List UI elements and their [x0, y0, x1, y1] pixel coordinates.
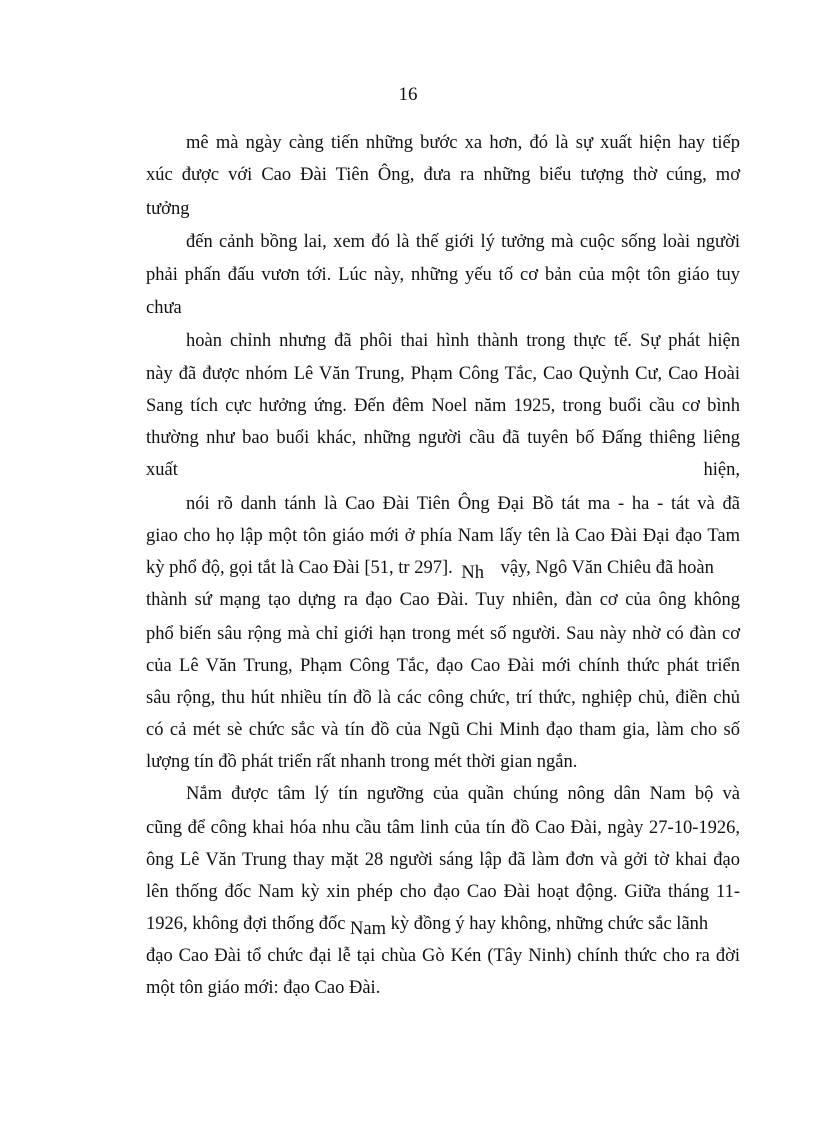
text-line: thường như bao buổi khác, những người cầu đã tuyên bố Đấng thiêng liêng [146, 428, 740, 448]
text-fragment: Nam [350, 919, 386, 939]
text-line [146, 458, 740, 482]
text-line: một tôn giáo mới: đạo Cao Đài. [146, 978, 381, 998]
text-line: xúc được với Cao Đài Tiên Ông, đưa ra những biểu tượng thờ cúng, mơ [146, 165, 740, 185]
text-line: sâu rộng, thu hút nhiều tín đồ là các công chức, trí thức, nghiệp chủ, điền chủ [146, 688, 740, 708]
text-line: phổ biến sâu rộng mà chỉ giới hạn trong mét số người. Sau này nhờ có đàn cơ [146, 624, 740, 644]
text-line: ông Lê Văn Trung thay mặt 28 người sáng lập đã làm đơn và gởi tờ khai đạo [146, 850, 740, 870]
page-number: 16 [398, 84, 418, 105]
word: hiện, [703, 460, 740, 480]
text-line: có cả mét sè chức sắc và tín đồ của Ngũ Chi Minh đạo tham gia, làm cho số [146, 720, 740, 740]
text-line: đến cảnh bồng lai, xem đó là thế giới lý tưởng mà cuộc sống loài người [186, 232, 740, 252]
text-line: này đã được nhóm Lê Văn Trung, Phạm Công Tắc, Cao Quỳnh Cư, Cao Hoài [146, 364, 740, 384]
text-line: lượng tín đồ phát triển rất nhanh trong mét thời gian ngắn. [146, 752, 578, 772]
text-line: cũng để công khai hóa nhu cầu tâm linh của tín đồ Cao Đài, ngày 27-10-1926, [146, 818, 740, 838]
text-line: của Lê Văn Trung, Phạm Công Tắc, đạo Cao Đài mới chính thức phát triển [146, 656, 740, 676]
text-line: lên thống đốc Nam kỳ xin phép cho đạo Cao Đài hoạt động. Giữa tháng 11- [146, 882, 740, 902]
text-line: mê mà ngày càng tiến những bước xa hơn, đó là sự xuất hiện hay tiếp [186, 133, 740, 153]
text-fragment: Nh [461, 563, 484, 583]
text-line: nói rõ danh tánh là Cao Đài Tiên Ông Đại Bồ tát ma - ha - tát và đã [186, 494, 740, 514]
text-line: tưởng [146, 199, 190, 219]
text-fragment: 1926, không đợi thống đốc [146, 914, 346, 934]
word: xuất [146, 460, 178, 480]
text-fragment: vậy, Ngô Văn Chiêu đã hoàn [500, 558, 714, 578]
text-line: giao cho họ lập một tôn giáo mới ở phía Nam lấy tên là Cao Đài Đại đạo Tam [146, 526, 740, 546]
text-line: phải phấn đấu vươn tới. Lúc này, những yếu tố cơ bản của một tôn giáo tuy [146, 265, 740, 285]
text-line: đạo Cao Đài tổ chức đại lễ tại chùa Gò Kén (Tây Ninh) chính thức cho ra đời [146, 946, 740, 966]
text-fragment: kỳ đồng ý hay không, những chức sắc lãnh [390, 914, 709, 934]
text-line: Sang tích cực hưởng ứng. Đến đêm Noel năm 1925, trong buổi cầu cơ bình [146, 396, 740, 416]
text-line [146, 912, 740, 939]
text-line: thành sứ mạng tạo dựng ra đạo Cao Đài. Tuy nhiên, đàn cơ của ông không [146, 590, 740, 610]
text-line: hoàn chỉnh nhưng đã phôi thai hình thành trong thực tế. Sự phát hiện [186, 331, 740, 351]
text-line [146, 556, 740, 583]
text-fragment: kỳ phổ độ, gọi tắt là Cao Đài [51, tr 297]. [146, 558, 453, 578]
text-line: Nắm được tâm lý tín ngưỡng của quần chúng nông dân Nam bộ và [186, 784, 740, 804]
text-line: chưa [146, 298, 182, 318]
